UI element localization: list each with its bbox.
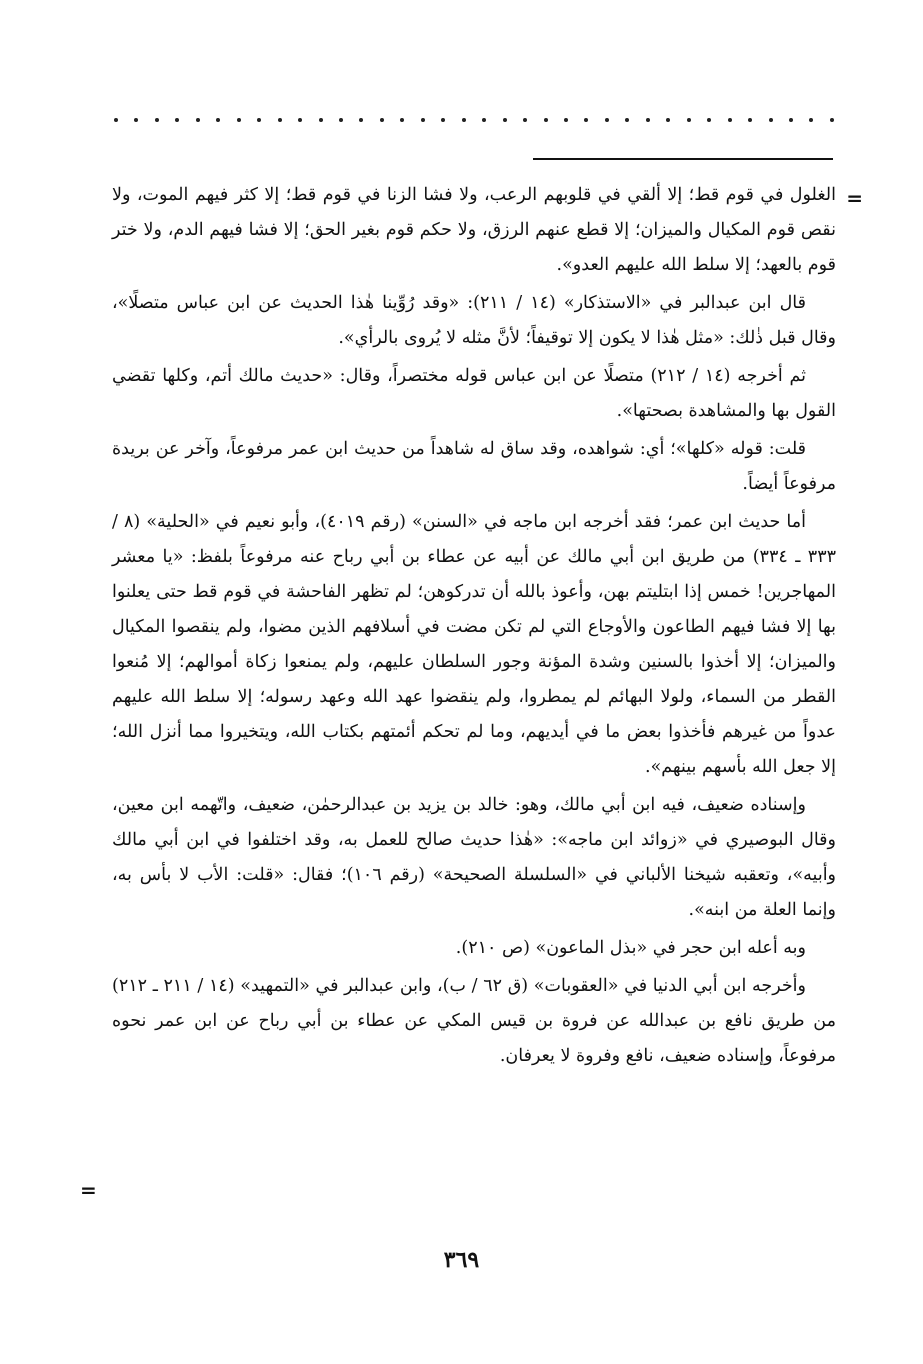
header-dot <box>748 118 752 122</box>
header-dot <box>564 118 568 122</box>
header-dot <box>216 118 220 122</box>
footnote-end-mark: = <box>80 1178 97 1202</box>
header-dot <box>339 118 343 122</box>
header-dot <box>769 118 773 122</box>
footnote-text-block <box>112 178 836 1077</box>
header-dot <box>380 118 384 122</box>
header-dot <box>666 118 670 122</box>
header-dot <box>687 118 691 122</box>
footnote-paragraph-4: قلت: قوله «كلها»؛ أي: شواهده، وقد ساق له شاهداً من حديث ابن عمر مرفوعاً، وآخر عن بريدة مرفوعاً أيضاً. <box>112 439 836 494</box>
footnote-paragraph-8: وأخرجه ابن أبي الدنيا في «العقوبات» (ق ٦٢ / ب)، وابن عبدالبر في «التمهيد» (١٤ / ٢١١ ـ ٢١٢) من طريق نافع بن عبدالله عن فروة بن قيس المكي عن عطاء بن أبي رباح عن ابن عمر نحوه مرفوعاً، وإسناده ضعيف، نافع وفروة لا يعرفان. <box>112 976 836 1066</box>
header-dot <box>257 118 261 122</box>
header-dot <box>605 118 609 122</box>
header-dot <box>319 118 323 122</box>
footnote-paragraph-1: الغلول في قوم قط؛ إلا ألقي في قلوبهم الرعب، ولا فشا الزنا في قوم قط؛ إلا كثر فيهم الموت، ولا نقص قوم المكيال والميزان؛ إلا قطع عنهم الرزق، ولا حكم قوم بغير الحق؛ إلا فشا فيهم الدم، ولا ختر قوم بالعهد؛ إلا سلط الله عليهم العدو». <box>112 185 836 275</box>
header-dot <box>830 118 834 122</box>
footnote-paragraph-3: ثم أخرجه (١٤ / ٢١٢) متصلًا عن ابن عباس قوله مختصراً، وقال: «حديث مالك أتم، وكلها تقضي القول بها والمشاهدة بصحتها». <box>112 366 836 421</box>
header-dot <box>196 118 200 122</box>
header-dot <box>278 118 282 122</box>
header-dot <box>646 118 650 122</box>
footnote-paragraph-5: أما حديث ابن عمر؛ فقد أخرجه ابن ماجه في «السنن» (رقم ٤٠١٩)، وأبو نعيم في «الحلية» (٨ / ٣٣٣ ـ ٣٣٤) من طريق ابن أبي مالك عن أبيه عن عطاء بن أبي رباح عنه مرفوعاً بلفظ: «يا معشر المهاجرين! خمس إذا ابتليتم بهن، وأعوذ بالله أن تدركوهن؛ لم تظهر الفاحشة في قوم قط حتى يعلنوا بها إلا فشا فيهم الطاعون والأوجاع التي لم تكن مضت في أسلافهم الذين مضوا، ولم ينقصوا المكيال والميزان؛ إلا أخذوا بالسنين وشدة المؤنة وجور السلطان عليهم، ولم يمنعوا زكاة أموالهم؛ إلا مُنعوا القطر من السماء، ولولا البهائم لم يمطروا، ولم ينقضوا عهد الله وعهد رسوله؛ إلا سلط الله عليهم عدواً من غيرهم فأخذوا بعض ما في أيديهم، وما لم تحكم أئمتهم بكتاب الله، ويتخيروا مما أنزل الله؛ إلا جعل الله بأسهم بينهم». <box>112 512 836 777</box>
header-dot <box>809 118 813 122</box>
header-dot <box>482 118 486 122</box>
header-dot <box>503 118 507 122</box>
header-dot <box>237 118 241 122</box>
footnote-paragraph-7: وبه أعله ابن حجر في «بذل الماعون» (ص ٢١٠). <box>455 938 806 958</box>
header-dot <box>298 118 302 122</box>
header-dot <box>175 118 179 122</box>
header-dot <box>462 118 466 122</box>
header-dot <box>114 118 118 122</box>
header-dot <box>400 118 404 122</box>
header-dot <box>134 118 138 122</box>
header-dot <box>728 118 732 122</box>
footnote-paragraph-2: قال ابن عبدالبر في «الاستذكار» (١٤ / ٢١١): «وقد رُوِّينا هٰذا الحديث عن ابن عباس متصلًا»، وقال قبل ذٰلك: «مثل هٰذا لا يكون إلا توقيفاً؛ لأنَّ مثله لا يُروى بالرأي». <box>112 293 836 348</box>
header-dot <box>544 118 548 122</box>
page-number: ٣٦٩ <box>443 1247 480 1273</box>
header-dot <box>584 118 588 122</box>
header-dot <box>707 118 711 122</box>
footnote-continuation-mark: = <box>846 186 863 210</box>
header-dot <box>625 118 629 122</box>
footnote-paragraph-6: وإسناده ضعيف، فيه ابن أبي مالك، وهو: خالد بن يزيد بن عبدالرحمٰن، ضعيف، واتّهمه ابن معين، وقال البوصيري في «زوائد ابن ماجه»: «هٰذا حديث صالح للعمل به، وقد اختلفوا في ابن أبي مالك وأبيه»، وتعقبه شيخنا الألباني في «السلسلة الصحيحة» (رقم ١٠٦)؛ فقال: «قلت: الأب لا بأس به، وإنما العلة من ابنه». <box>112 795 837 920</box>
header-dot <box>155 118 159 122</box>
header-dot <box>359 118 363 122</box>
header-dot <box>441 118 445 122</box>
header-dot <box>421 118 425 122</box>
header-dot-row <box>114 118 834 122</box>
footnote-separator-rule <box>533 158 833 160</box>
header-dot <box>789 118 793 122</box>
header-dot <box>523 118 527 122</box>
